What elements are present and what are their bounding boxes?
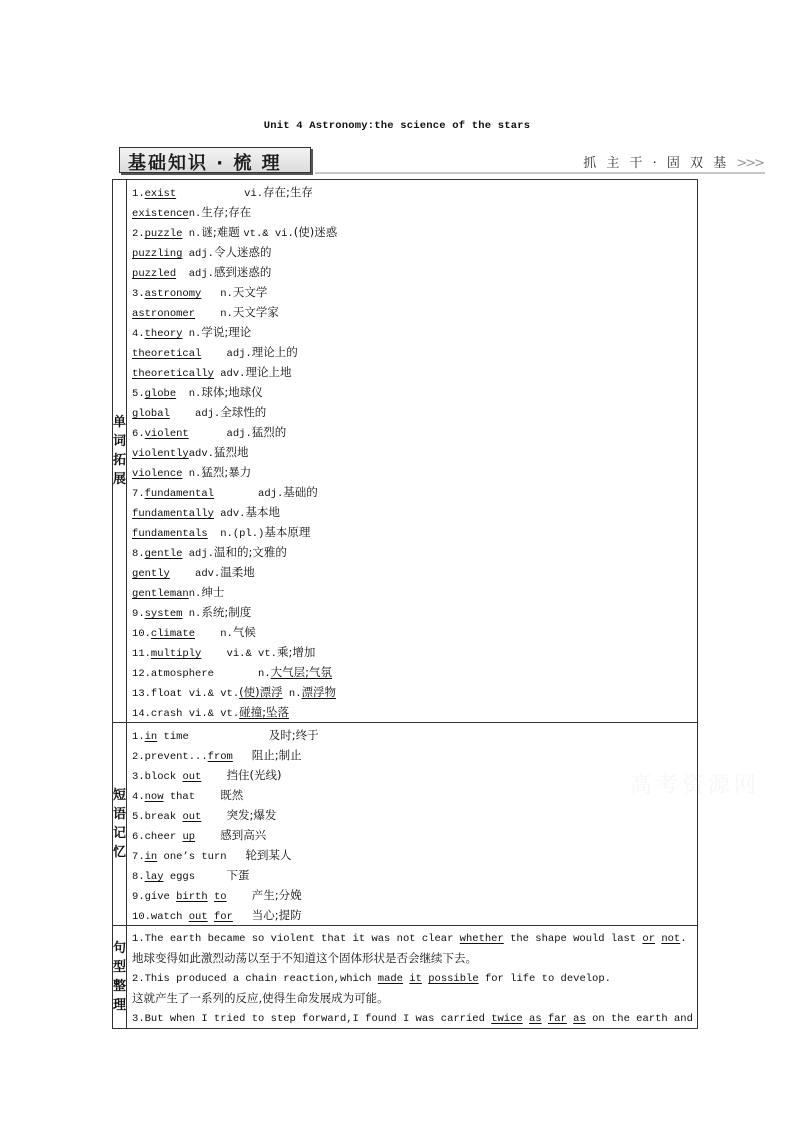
line-text: eggs: [163, 871, 227, 883]
banner-divider: [315, 172, 765, 174]
line-text: 10.watch: [132, 911, 189, 923]
line-text: 13.float vi.& vt.: [132, 688, 240, 700]
answer-text: violently: [132, 448, 189, 460]
vocab-label: [113, 180, 127, 723]
line-text: 温柔地: [220, 565, 255, 579]
vocab-line: [132, 662, 693, 682]
line-text: vi.& vt.: [201, 648, 277, 660]
answer-text: theoretically: [132, 368, 214, 380]
answer-text: 漂浮物: [301, 685, 337, 699]
line-text: 猛烈;暴力: [201, 465, 252, 479]
chevrons-icon: >>>: [736, 156, 763, 171]
line-text: n.: [282, 688, 302, 700]
line-text: for life to develop.: [478, 973, 611, 985]
answer-text: violence: [132, 468, 183, 480]
line-text: n.: [182, 608, 202, 620]
sentences-label: [113, 926, 127, 1029]
line-text: 1.: [132, 188, 145, 200]
line-text: [233, 911, 252, 923]
line-text: adj.: [201, 348, 252, 360]
vocab-line: [132, 682, 693, 702]
answer-text: from: [207, 751, 233, 763]
answer-text: for: [213, 911, 233, 923]
line-text: [201, 811, 226, 823]
answer-text: global: [132, 408, 170, 420]
phrases-line: [132, 805, 693, 825]
answer-text: globe: [144, 388, 177, 400]
vocab-label-char: 单: [113, 415, 127, 430]
line-text: n.: [182, 328, 202, 340]
vocab-line: [132, 422, 693, 442]
phrases-line: [132, 885, 693, 905]
vocab-line: [132, 342, 693, 362]
line-text: 1.The earth became so violent that it was not clear: [132, 933, 460, 945]
phrases-row: [113, 723, 698, 926]
vocab-list: [127, 180, 698, 723]
answer-text: as: [573, 1013, 586, 1025]
line-text: 6.: [132, 428, 145, 440]
phrases-line: [132, 745, 693, 765]
sentences-line: [132, 1008, 693, 1028]
line-text: n.: [188, 588, 202, 600]
line-text: 下蛋: [226, 868, 250, 882]
sentences-label-char: 句: [113, 941, 127, 956]
phrases-line: [132, 845, 693, 865]
line-text: 地球变得如此激烈动荡以至于不知道这个固体形状是否会继续下去。: [132, 951, 478, 965]
line-text: 轮到某人: [245, 848, 292, 862]
answer-text: 大气层;气氛: [270, 665, 333, 679]
vocab-line: [132, 502, 693, 522]
vocab-line: [132, 322, 693, 342]
answer-text: far: [547, 1013, 567, 1025]
line-text: 理论上地: [245, 365, 292, 379]
answer-text: gentle: [144, 548, 183, 560]
vocab-line: [132, 282, 693, 302]
line-text: the shape would last: [503, 933, 643, 945]
knowledge-table: [112, 179, 698, 1029]
vocab-line: [132, 302, 693, 322]
answer-text: puzzle: [144, 228, 183, 240]
vocab-line: [132, 582, 693, 602]
line-text: 这就产生了一系列的反应,使得生命发展成为可能。: [132, 991, 389, 1005]
line-text: (使)迷惑: [293, 225, 338, 239]
vocab-line: [132, 522, 693, 542]
line-text: n.: [195, 308, 233, 320]
banner-box: [119, 147, 311, 173]
line-text: n.: [182, 468, 202, 480]
answer-text: in: [144, 851, 158, 863]
answer-text: exist: [144, 188, 177, 200]
answer-text: out: [188, 911, 208, 923]
line-text: adj.: [188, 428, 252, 440]
banner-title: 基础知识 · 梳 理: [128, 153, 282, 174]
sentences-line: [132, 988, 693, 1008]
line-text: 2.This produced a chain reaction,which: [132, 973, 378, 985]
line-text: 系统;制度: [201, 605, 252, 619]
vocab-line: [132, 182, 693, 202]
line-text: one’s turn: [157, 851, 246, 863]
sentences-row: [113, 926, 698, 1029]
line-text: adj.: [182, 248, 214, 260]
line-text: that: [163, 791, 221, 803]
sentences-label-char: 整: [113, 979, 127, 994]
line-text: 5.break: [132, 811, 183, 823]
line-text: 当心;提防: [251, 908, 302, 922]
vocab-label-char: 词: [113, 434, 127, 449]
line-text: vt.& vi.: [243, 228, 294, 240]
answer-text: 碰撞;坠落: [239, 705, 290, 719]
line-text: 10.: [132, 628, 151, 640]
line-text: 及时;终于: [268, 728, 319, 742]
line-text: adj.: [169, 408, 221, 420]
phrases-label: [113, 723, 127, 926]
line-text: adj.: [182, 548, 214, 560]
banner-subtitle: [583, 152, 763, 171]
phrases-line: [132, 765, 693, 785]
phrases-label-char: 记: [113, 826, 127, 841]
line-text: [233, 751, 252, 763]
line-text: n.(pl.): [207, 528, 265, 540]
line-text: 3.But when I tried to step forward,I found I was carried: [132, 1013, 492, 1025]
phrases-line: [132, 865, 693, 885]
sentences-label-char: 理: [113, 998, 127, 1013]
answer-text: climate: [150, 628, 196, 640]
vocab-line: [132, 702, 693, 722]
answer-text: fundamentals: [132, 528, 208, 540]
answer-text: puzzling: [132, 248, 183, 260]
vocab-line: [132, 602, 693, 622]
line-text: 感到高兴: [220, 828, 267, 842]
vocab-line: [132, 382, 693, 402]
line-text: 生存;存在: [201, 205, 252, 219]
line-text: adv.: [169, 568, 221, 580]
vocab-line: [132, 542, 693, 562]
line-text: [201, 771, 226, 783]
answer-text: lay: [144, 871, 164, 883]
answer-text: not: [661, 933, 681, 945]
unit-title: Unit 4 Astronomy:the science of the stars: [263, 120, 531, 132]
answer-text: twice: [491, 1013, 523, 1025]
line-text: adj.: [213, 488, 284, 500]
answer-text: whether: [459, 933, 504, 945]
phrases-line: [132, 785, 693, 805]
line-text: adj.: [176, 268, 214, 280]
answer-text: puzzled: [132, 268, 177, 280]
answer-text: violent: [144, 428, 189, 440]
answer-text: (使)漂浮: [239, 685, 283, 699]
answer-text: birth: [176, 891, 208, 903]
line-text: 学说;理论: [201, 325, 252, 339]
vocab-line: [132, 222, 693, 242]
vocab-line: [132, 442, 693, 462]
phrases-line: [132, 825, 693, 845]
line-text: 天文学: [232, 285, 268, 299]
vocab-line: [132, 482, 693, 502]
line-text: on the earth and: [585, 1013, 693, 1025]
phrases-list: [127, 723, 698, 926]
line-text: .: [680, 933, 687, 945]
line-text: 11.: [132, 648, 151, 660]
line-text: 存在;生存: [263, 185, 313, 199]
line-text: 2.: [132, 228, 145, 240]
line-text: adv.: [213, 508, 246, 520]
line-text: 乘;增加: [276, 645, 316, 659]
vocab-row: [113, 180, 698, 723]
vocab-line: [132, 622, 693, 642]
sentences-line: [132, 948, 693, 968]
line-text: 5.: [132, 388, 145, 400]
answer-text: astronomy: [144, 288, 202, 300]
answer-text: existence: [132, 208, 189, 220]
vocab-line: [132, 362, 693, 382]
vocab-line: [132, 202, 693, 222]
answer-text: out: [182, 811, 202, 823]
line-text: 温和的;文雅的: [213, 545, 287, 559]
line-text: n.: [195, 628, 233, 640]
line-text: 球体;地球仪: [201, 385, 263, 399]
answer-text: in: [144, 731, 158, 743]
answer-text: possible: [428, 973, 479, 985]
line-text: 令人迷惑的: [213, 245, 272, 259]
answer-text: multiply: [150, 648, 202, 660]
line-text: 全球性的: [220, 405, 267, 419]
line-text: 理论上的: [251, 345, 298, 359]
answer-text: to: [213, 891, 227, 903]
phrases-label-char: 语: [113, 807, 127, 822]
line-text: adv.: [213, 368, 246, 380]
line-text: 产生;分娩: [251, 888, 302, 902]
answer-text: theoretical: [132, 348, 202, 360]
line-text: 既然: [220, 788, 244, 802]
line-text: 9.give: [132, 891, 177, 903]
line-text: 突发;爆发: [226, 808, 277, 822]
line-text: n.: [182, 228, 202, 240]
line-text: time: [157, 731, 189, 743]
answer-text: or: [642, 933, 656, 945]
line-text: 7.: [132, 488, 145, 500]
line-text: 8.: [132, 871, 145, 883]
vocab-line: [132, 642, 693, 662]
line-text: 14.crash vi.& vt.: [132, 708, 240, 720]
line-text: 绅士: [201, 585, 225, 599]
line-text: 挡住(光线): [226, 768, 282, 782]
line-text: 基础的: [283, 485, 318, 499]
vocab-line: [132, 562, 693, 582]
phrases-label-char: 短: [113, 788, 127, 803]
vocab-line: [132, 402, 693, 422]
answer-text: fundamentally: [132, 508, 214, 520]
line-text: 天文学家: [232, 305, 279, 319]
line-text: 气候: [232, 625, 256, 639]
answer-text: gently: [132, 568, 170, 580]
answer-text: it: [409, 973, 422, 985]
answer-text: theory: [144, 328, 183, 340]
line-text: 谜;难题: [201, 225, 244, 239]
sentences-line: [132, 928, 693, 948]
answer-text: as: [529, 1013, 542, 1025]
answer-text: gentleman: [132, 588, 189, 600]
line-text: n.: [213, 668, 271, 680]
vocab-label-char: 展: [113, 472, 127, 487]
line-text: 3.: [132, 288, 145, 300]
section-banner: [117, 147, 765, 173]
vocab-line: [132, 262, 693, 282]
vocab-line: [132, 242, 693, 262]
sentences-label-char: 型: [113, 960, 127, 975]
answer-text: made: [377, 973, 403, 985]
line-text: n.: [176, 388, 202, 400]
line-text: 基本原理: [264, 525, 311, 539]
line-text: 9.: [132, 608, 145, 620]
line-text: 基本地: [245, 505, 280, 519]
line-text: [195, 831, 220, 843]
line-text: 4.: [132, 328, 145, 340]
vocab-label-char: 拓: [113, 453, 127, 468]
line-text: 4.: [132, 791, 145, 803]
answer-text: fundamental: [144, 488, 214, 500]
line-text: 6.cheer: [132, 831, 183, 843]
answer-text: now: [144, 791, 164, 803]
line-text: 阻止;制止: [251, 748, 302, 762]
answer-text: up: [182, 831, 196, 843]
sentences-list: [127, 926, 698, 1029]
line-text: 感到迷惑的: [213, 265, 272, 279]
line-text: 1.: [132, 731, 145, 743]
line-text: 7.: [132, 851, 145, 863]
line-text: [227, 891, 252, 903]
watermark: [630, 768, 760, 799]
line-text: 3.block: [132, 771, 183, 783]
answer-text: astronomer: [132, 308, 196, 320]
line-text: 猛烈的: [251, 425, 287, 439]
phrases-label-char: 忆: [113, 845, 127, 860]
phrases-line: [132, 905, 693, 925]
line-text: 8.: [132, 548, 145, 560]
line-text: 12.atmosphere: [132, 668, 214, 680]
line-text: n.: [201, 288, 233, 300]
sentences-line: [132, 968, 693, 988]
answer-text: system: [144, 608, 183, 620]
vocab-line: [132, 462, 693, 482]
answer-text: out: [182, 771, 202, 783]
phrases-line: [132, 725, 693, 745]
banner-subtitle-text: 抓 主 干 · 固 双 基: [583, 156, 730, 171]
line-text: adv.: [188, 448, 214, 460]
line-text: 猛烈地: [213, 445, 249, 459]
line-text: n.: [188, 208, 202, 220]
line-text: vi.: [244, 188, 264, 200]
line-text: 2.prevent...: [132, 751, 208, 763]
